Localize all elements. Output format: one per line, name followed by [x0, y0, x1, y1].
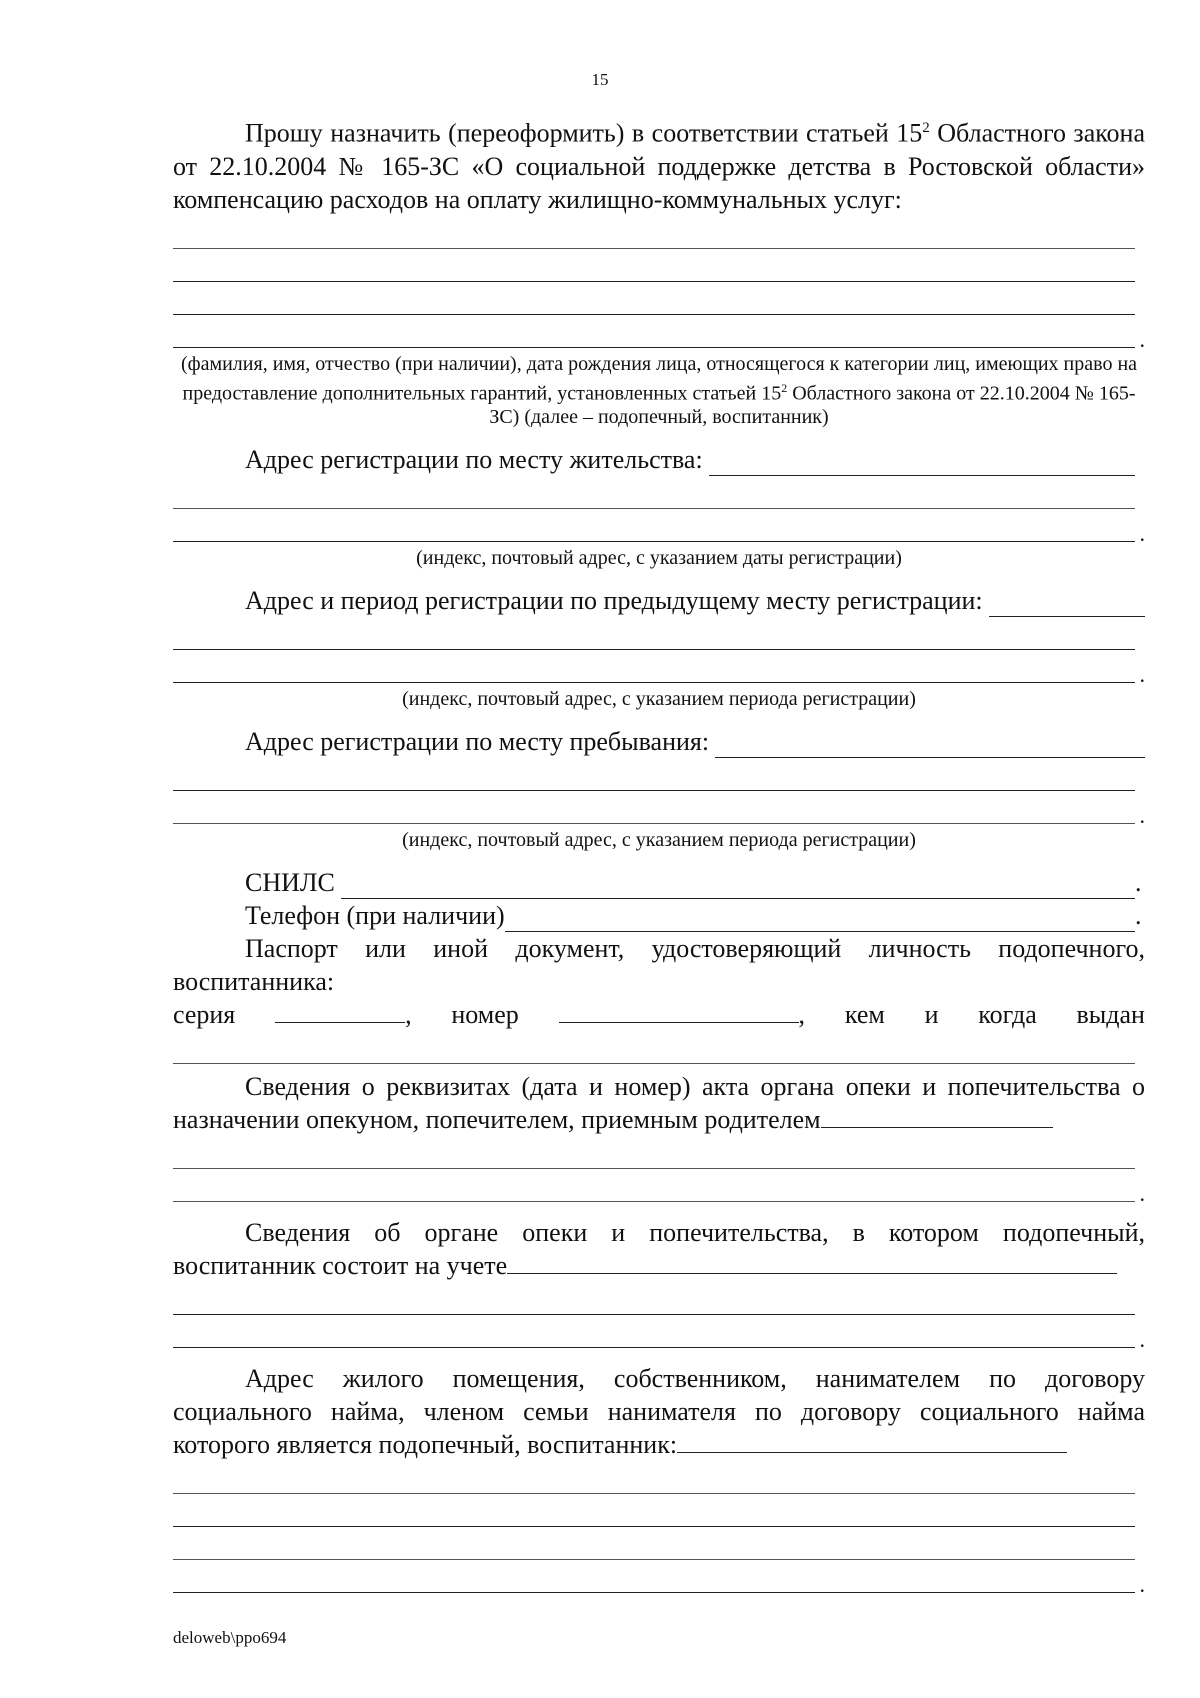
phone-field[interactable] [505, 905, 1135, 932]
prev-address-line-2[interactable] [173, 650, 1135, 683]
i-label: и [924, 1000, 939, 1030]
kem-label: кем [844, 1000, 885, 1030]
guardian-act-line-1[interactable] [173, 1136, 1135, 1169]
person-line-2[interactable] [173, 249, 1135, 282]
prev-address-line-1[interactable] [173, 617, 1135, 650]
phone-row: Телефон (при наличии) . [245, 901, 1142, 931]
person-line-3[interactable] [173, 282, 1135, 315]
person-line-4[interactable] [173, 315, 1135, 348]
snils-row: СНИЛС . [245, 868, 1142, 898]
stay-address-row [173, 725, 1145, 758]
page-number: 15 [591, 70, 609, 89]
dwelling-field[interactable] [677, 1428, 1067, 1453]
guardian-body-field[interactable] [507, 1249, 1117, 1274]
stay-address-line-2[interactable] [173, 791, 1135, 824]
number-field[interactable] [559, 998, 799, 1023]
guardian-body-line-1[interactable] [173, 1282, 1135, 1315]
reg-address-label: Адрес регистрации по месту жительства: [245, 445, 703, 475]
person-line-1[interactable] [173, 216, 1135, 249]
intro-paragraph: Прошу назначить (переоформить) в соответствии статьей $15^2$ Областного закона от 22.10.2004 № 165-ЗС «О социальной поддержке детства в Ростовской области» компенсацию расходов на оплату жилищно-коммунальных услуг: [173, 118, 1146, 214]
person-caption: (фамилия, имя, отчество (при наличии), дата рождения лица, относящегося к категории лиц, имеющих право на предоставление дополнительных гарантий, установленных статьей $15^2$ Областного закона от 22.10.2004 № 165-ЗС) (далее – подопечный, воспитанник) [180, 352, 1138, 429]
passport-issued-line[interactable] [173, 1031, 1135, 1064]
stay-address-field[interactable] [715, 731, 1145, 758]
guardian-body-line-2[interactable] [173, 1315, 1135, 1348]
footer-path: deloweb\ppo694 [173, 1628, 287, 1647]
reg-address-field[interactable] [709, 449, 1135, 476]
guardian-act-paragraph: Сведения о реквизитах (дата и номер) акта органа опеки и попечительства о назначении опекуном, попечителем, приемным родителем [173, 1072, 1145, 1135]
prev-address-field[interactable] [989, 590, 1145, 617]
dwelling-line-4[interactable] [173, 1560, 1135, 1593]
vydan-label: выдан [1076, 1000, 1145, 1030]
dwelling-paragraph: Адрес жилого помещения, собственником, нанимателем по договору социального найма, членом семьи нанимателя по договору социального найма которого является подопечный, воспитанник: [173, 1364, 1145, 1460]
prev-address-caption: (индекс, почтовый адрес, с указанием периода регистрации) [402, 688, 916, 711]
number-label: номер [451, 1000, 519, 1030]
stay-address-line-1[interactable] [173, 758, 1135, 791]
form-content [173, 112, 1145, 1593]
guardian-body-paragraph: Сведения об органе опеки и попечительства, в котором подопечный, воспитанник состоит на учете [173, 1218, 1145, 1281]
phone-label: Телефон (при наличии) [245, 901, 505, 931]
reg-address-row [173, 443, 1145, 476]
series-label: серия [173, 1000, 236, 1030]
dwelling-line-3[interactable] [173, 1527, 1135, 1560]
dwelling-line-1[interactable] [173, 1461, 1135, 1494]
guardian-act-line-2[interactable] [173, 1169, 1135, 1202]
reg-address-line-2[interactable] [173, 509, 1135, 542]
series-field[interactable] [275, 998, 405, 1023]
dwelling-line-2[interactable] [173, 1494, 1135, 1527]
passport-paragraph: Паспорт или иной документ, удостоверяющий личность подопечного, воспитанника: [173, 934, 1145, 997]
snils-label: СНИЛС [245, 868, 335, 898]
reg-address-line-1[interactable] [173, 476, 1135, 509]
prev-address-row [173, 584, 1145, 617]
guardian-act-field[interactable] [821, 1103, 1053, 1128]
passport-details-row: серия , номер , кем и когда выдан [173, 1000, 1145, 1030]
snils-field[interactable] [341, 872, 1135, 899]
stay-address-caption: (индекс, почтовый адрес, с указанием периода регистрации) [402, 829, 916, 852]
kogda-label: когда [978, 1000, 1037, 1030]
stay-address-label: Адрес регистрации по месту пребывания: [245, 727, 710, 757]
reg-address-caption: (индекс, почтовый адрес, с указанием даты регистрации) [416, 547, 902, 570]
prev-address-label: Адрес и период регистрации по предыдущему месту регистрации: [245, 586, 983, 616]
